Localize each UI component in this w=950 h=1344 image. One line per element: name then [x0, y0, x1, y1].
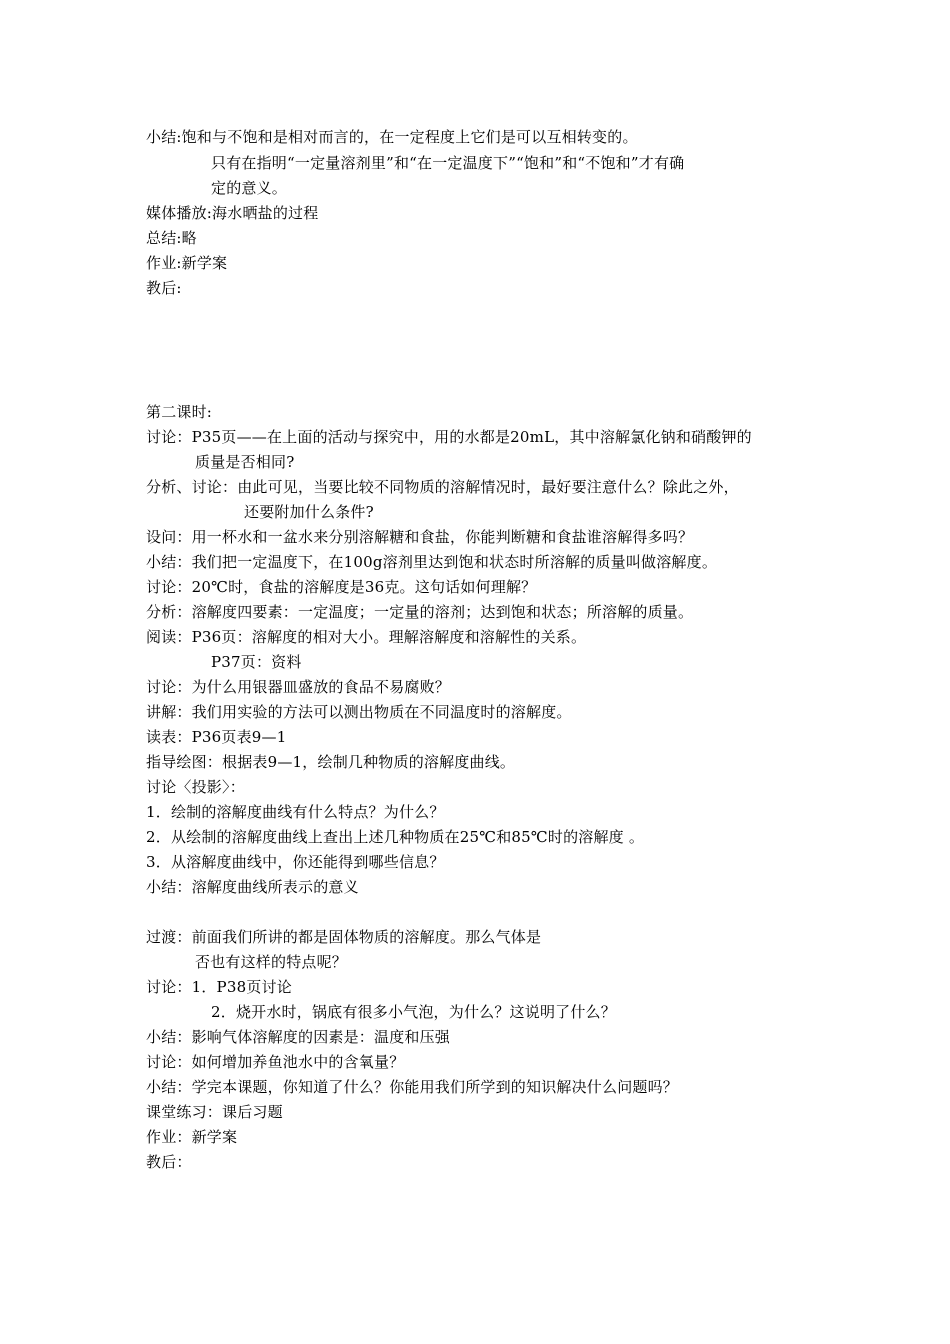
- lesson-two-heading: 第二课时:: [146, 403, 213, 421]
- discussion-line: 讨论：P35页——在上面的活动与探究中，用的水都是20mL，其中溶解氯化钠和硝酸钾的: [146, 428, 752, 446]
- analysis-line: 分析：溶解度四要素：一定温度；一定量的溶剂；达到饱和状态；所溶解的质量。: [146, 603, 694, 621]
- discussion-continuation: 2．烧开水时，锅底有很多小气泡，为什么？这说明了什么？: [211, 1003, 616, 1021]
- discussion-projection-line: 讨论〈投影〉：: [146, 778, 245, 796]
- discussion-line: 讨论：1．P38页讨论: [146, 978, 292, 996]
- summary-continuation-end: 定的意义。: [211, 179, 288, 197]
- list-item: 1．绘制的溶解度曲线有什么特点？为什么？: [146, 803, 445, 821]
- summary-continuation: 只有在指明“一定量溶剂里”和“在一定温度下”“饱和”和“不饱和”才有确: [211, 154, 685, 172]
- read-table-line: 读表：P36页表9—1: [146, 728, 287, 746]
- drawing-guide-line: 指导绘图：根据表9—1，绘制几种物质的溶解度曲线。: [146, 753, 516, 771]
- reading-line: 阅读：P36页：溶解度的相对大小。理解溶解度和溶解性的关系。: [146, 628, 587, 646]
- summary-line: 小结:饱和与不饱和是相对而言的，在一定程度上它们是可以互相转变的。: [146, 128, 638, 146]
- transition-line: 过渡：前面我们所讲的都是固体物质的溶解度。那么气体是: [146, 928, 542, 946]
- discussion-line: 讨论：20℃时，食盐的溶解度是36克。这句话如何理解？: [146, 578, 537, 596]
- homework-line: 作业:新学案: [146, 254, 228, 272]
- discussion-line: 讨论：如何增加养鱼池水中的含氧量？: [146, 1053, 405, 1071]
- analysis-line: 分析、讨论：由此可见，当要比较不同物质的溶解情况时，最好要注意什么？除此之外，: [146, 478, 739, 496]
- summary-line: 小结：影响气体溶解度的因素是：温度和压强: [146, 1028, 451, 1046]
- reflection-line: 教后:: [146, 279, 182, 297]
- media-line: 媒体播放:海水晒盐的过程: [146, 204, 319, 222]
- list-item: 3．从溶解度曲线中，你还能得到哪些信息？: [146, 853, 445, 871]
- summary-line: 小结：学完本课题，你知道了什么？你能用我们所学到的知识解决什么问题吗？: [146, 1078, 679, 1096]
- summary-line: 小结：我们把一定温度下，在100g溶剂里达到饱和状态时所溶解的质量叫做溶解度。: [146, 553, 718, 571]
- discussion-continuation: 质量是否相同?: [195, 453, 295, 471]
- reading-continuation: P37页：资料: [211, 653, 302, 671]
- question-line: 设问：用一杯水和一盆水来分别溶解糖和食盐，你能判断糖和食盐谁溶解得多吗？: [146, 528, 694, 546]
- conclusion-line: 总结:略: [146, 229, 197, 247]
- summary-line: 小结：溶解度曲线所表示的意义: [146, 878, 359, 896]
- list-item: 2．从绘制的溶解度曲线上查出上述几种物质在25℃和85℃时的溶解度 。: [146, 828, 645, 846]
- discussion-line: 讨论：为什么用银器皿盛放的食品不易腐败？: [146, 678, 451, 696]
- classroom-exercise-line: 课堂练习：课后习题: [146, 1103, 283, 1121]
- analysis-continuation: 还要附加什么条件?: [244, 503, 374, 521]
- reflection-line: 教后：: [146, 1153, 192, 1171]
- homework-line: 作业：新学案: [146, 1128, 238, 1146]
- lecture-line: 讲解：我们用实验的方法可以测出物质在不同温度时的溶解度。: [146, 703, 572, 721]
- transition-continuation: 否也有这样的特点呢？: [195, 953, 348, 971]
